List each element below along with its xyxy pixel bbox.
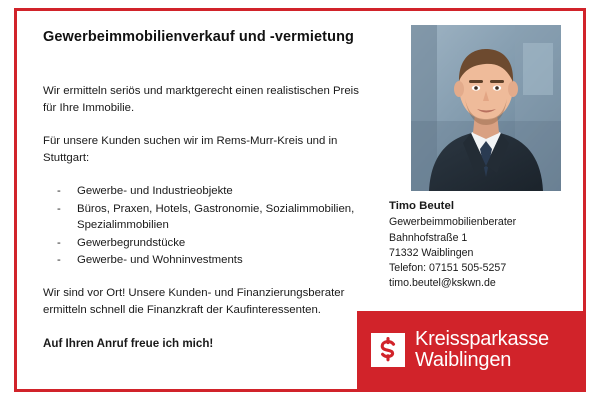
list-item [43,183,373,200]
list-item-label: Gewerbegrundstücke [77,236,186,249]
list-item [43,201,373,234]
bullet-marker: - [57,254,61,266]
advisor-portrait-photo [411,25,561,191]
logo-wordmark [415,329,549,371]
closing-line: Auf Ihren Anruf freue ich mich! [43,336,214,350]
contact-phone: Telefon: 07151 505-5257 [389,262,507,275]
bullet-marker: - [57,236,61,249]
sparkassen-s-icon [371,333,405,367]
list-item-label: Gewerbe- und Industrieobjekte [77,185,233,197]
advertisement-content [17,11,583,389]
contact-name: Timo Beutel [389,200,454,212]
list-item-label: Gewerbe- und Wohninvestments [77,254,243,266]
body-text-column [43,83,373,352]
bullet-marker: - [57,202,61,215]
contact-city: 71332 Waiblingen [389,246,474,259]
paragraph-intro: Wir ermitteln seriös und marktgerecht einen realistischen Preis für Ihre Immobilie. [43,85,359,114]
contact-role: Gewerbeimmobilienberater [389,216,517,229]
kreissparkasse-logo [357,311,583,389]
page-title: Gewerbeimmobilienverkauf und -vermietung [43,29,354,45]
paragraph-financing: Wir sind vor Ort! Unsere Kunden- und Finanzierungsberater ermitteln schnell die Finanzkraft der Kaufinteressenten. [43,286,345,316]
contact-email: timo.beutel@kskwn.de [389,277,496,290]
logo-line-1: Kreissparkasse [415,328,549,350]
contact-street: Bahnhofstraße 1 [389,231,468,244]
list-item [43,252,373,269]
object-type-list [43,183,373,269]
logo-line-2: Waiblingen [415,349,512,371]
contact-block [389,199,561,292]
paragraph-search: Für unsere Kunden suchen wir im Rems-Murr-Kreis und in Stuttgart: [43,135,338,164]
bullet-marker: - [57,185,61,197]
list-item [43,235,373,252]
list-item-label: Büros, Praxen, Hotels, Gastronomie, Sozialimmobilien, Spezialimmobilien [77,202,355,231]
advertisement-card [14,8,586,392]
